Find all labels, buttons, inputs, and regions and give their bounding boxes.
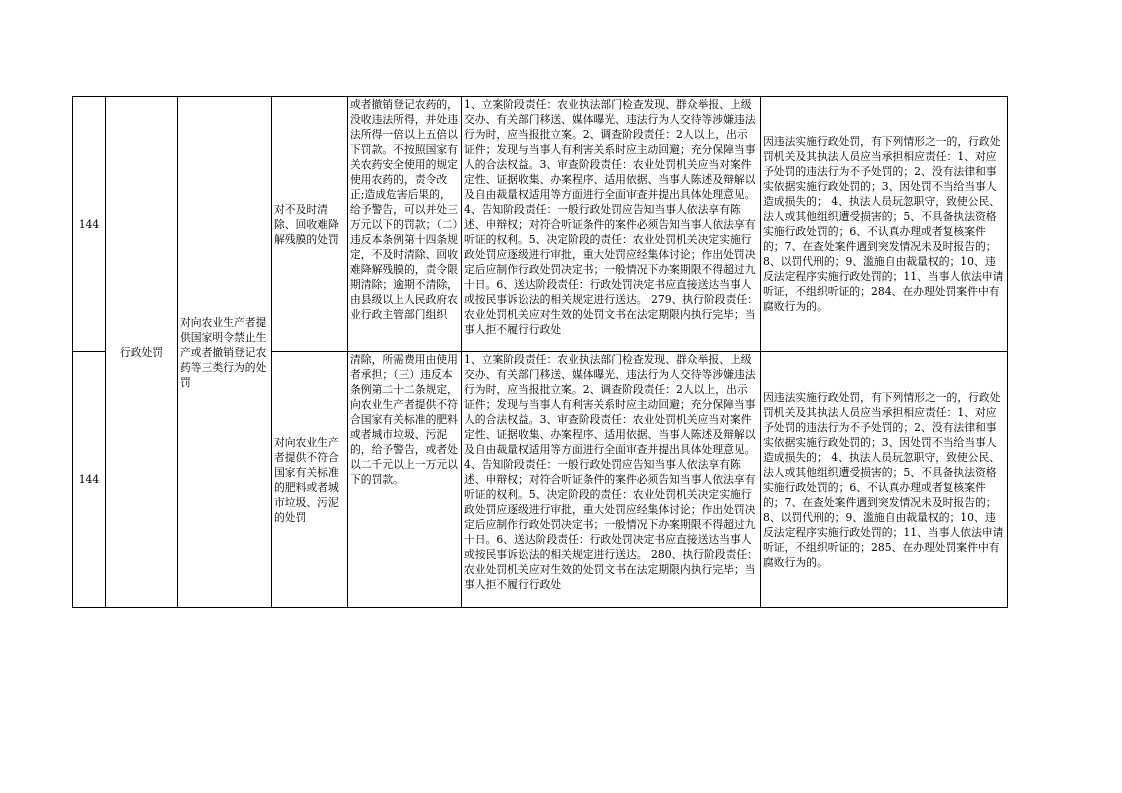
accountability-cell: [761, 97, 1008, 352]
legal-basis-cell: [348, 97, 462, 352]
row-number-cell: 144: [73, 97, 106, 352]
item-name-label: 对向农业生产者提供国家明令禁止生产或者撤销登记农药等三类行为的处罚: [180, 315, 267, 389]
sub-item-label: 对向农业生产者提供不符合国家有关标准的肥料或者城市垃圾、污泥的处罚: [274, 435, 339, 524]
legal-basis-cell: [348, 352, 462, 608]
accountability-text: 因违法实施行政处罚，有下列情形之一的，行政处罚机关及其执法人员应当承担相应责任：1、对应予处罚的违法行为不予处罚的；2、没有法律和事实依据实施行政处罚的；3、因处罚不当给当事人造成损失的； 4、执法人员玩忽职守，致使公民、法人或其他组织遭受损害的；5、不具备执法资格实施行政处罚的；6、不认真办理或者复核案件的；7、在查处案件遇到突发情况未及时报告的；8、以罚代刑的；9、滥施自由裁量权的；10、违反法定程序实施行政处罚的；11、当事人依法申请听证，不组织听证的；285、在办理处罚案件中有腐败行为的。: [763, 390, 1004, 569]
sub-item-cell: [272, 97, 348, 352]
power-category-cell: [106, 97, 178, 608]
power-list-table: [72, 96, 1008, 608]
row-number-cell: 144: [73, 352, 106, 608]
sub-item-label: 对不及时清除、回收难降解残膜的处罚: [274, 202, 339, 246]
duty-items-text: 1、立案阶段责任：农业执法部门检查发现、群众举报、上级交办、有关部门移送、媒体曝光、违法行为人交待等涉嫌违法行为时，应当报批立案。2、调查阶段责任：2人以上，出示证件；发现与当事人有利害关系时应主动回避；充分保障当事人的合法权益。3、审查阶段责任：农业处罚机关应当对案件定性、证据收集、办案程序、适用依据、当事人陈述及辩解以及自由裁量权适用等方面进行全面审查并提出具体处理意见。4、告知阶段责任：一般行政处罚应告知当事人依法享有陈述、申辩权；对符合听证条件的案件必须告知当事人依法享有听证的权利。5、决定阶段的责任：农业处罚机关决定实施行政处罚应逐级进行审批，重大处罚应经集体讨论；作出处罚决定后应制作行政处罚决定书；一般情况下办案期限不得超过九十日。6、送达阶段责任：行政处罚决定书应直接送达当事人或按民事诉讼法的相关规定进行送达。 280、执行阶段责任：农业处罚机关应对生效的处罚文书在法定期限内执行完毕；当事人拒不履行行政处: [464, 353, 758, 591]
duty-items-cell: [462, 97, 761, 352]
item-name-cell: [178, 97, 272, 608]
duty-items-cell: [462, 352, 761, 608]
accountability-text: 因违法实施行政处罚，有下列情形之一的，行政处罚机关及其执法人员应当承担相应责任：1、对应予处罚的违法行为不予处罚的；2、没有法律和事实依据实施行政处罚的；3、因处罚不当给当事人造成损失的； 4、执法人员玩忽职守，致使公民、法人或其他组织遭受损害的；5、不具备执法资格实施行政处罚的；6、不认真办理或者复核案件的；7、在查处案件遇到突发情况未及时报告的；8、以罚代刑的；9、滥施自由裁量权的；10、违反法定程序实施行政处罚的；11、当事人依法申请听证，不组织听证的；284、在办理处罚案件中有腐败行为的。: [763, 135, 1004, 313]
power-category-label: 行政处罚: [119, 345, 164, 359]
duty-items-text: 1、立案阶段责任：农业执法部门检查发现、群众举报、上级交办、有关部门移送、媒体曝光、违法行为人交待等涉嫌违法行为时，应当报批立案。2、调查阶段责任：2人以上，出示证件；发现与当事人有利害关系时应主动回避；充分保障当事人的合法权益。3、审查阶段责任：农业处罚机关应当对案件定性、证据收集、办案程序、适用依据、当事人陈述及辩解以及自由裁量权适用等方面进行全面审查并提出具体处理意见。4、告知阶段责任：一般行政处罚应告知当事人依法享有陈述、申辩权；对符合听证条件的案件必须告知当事人依法享有听证的权利。5、决定阶段的责任：农业处罚机关决定实施行政处罚应逐级进行审批，重大处罚应经集体讨论；作出处罚决定后应制作行政处罚决定书；一般情况下办案期限不得超过九十日。6、送达阶段责任：行政处罚决定书应直接送达当事人或按民事诉讼法的相关规定进行送达。 279、执行阶段责任：农业处罚机关应对生效的处罚文书在法定期限内执行完毕；当事人拒不履行行政处: [464, 98, 758, 336]
legal-basis-text: 清除，所需费用由使用者承担；（三）违反本条例第二十二条规定，向农业生产者提供不符合国家有关标准的肥料或者城市垃圾、污泥的，给予警告，或者处以二千元以上一万元以下的罚款。: [350, 353, 458, 486]
table-row: [73, 97, 1008, 352]
accountability-cell: [761, 352, 1008, 608]
sub-item-cell: [272, 352, 348, 608]
legal-basis-text: 或者撤销登记农药的，没收违法所得，并处违法所得一倍以上五倍以下罚款。不按照国家有关农药安全使用的规定使用农药的，责令改正;造成危害后果的，给予警告，可以并处三万元以下的罚款；（二）违反本条例第十四条规定，不及时清除、回收难降解残膜的，责令限期清除；逾期不清除，由县级以上人民政府农业行政主管部门组织: [350, 98, 458, 321]
